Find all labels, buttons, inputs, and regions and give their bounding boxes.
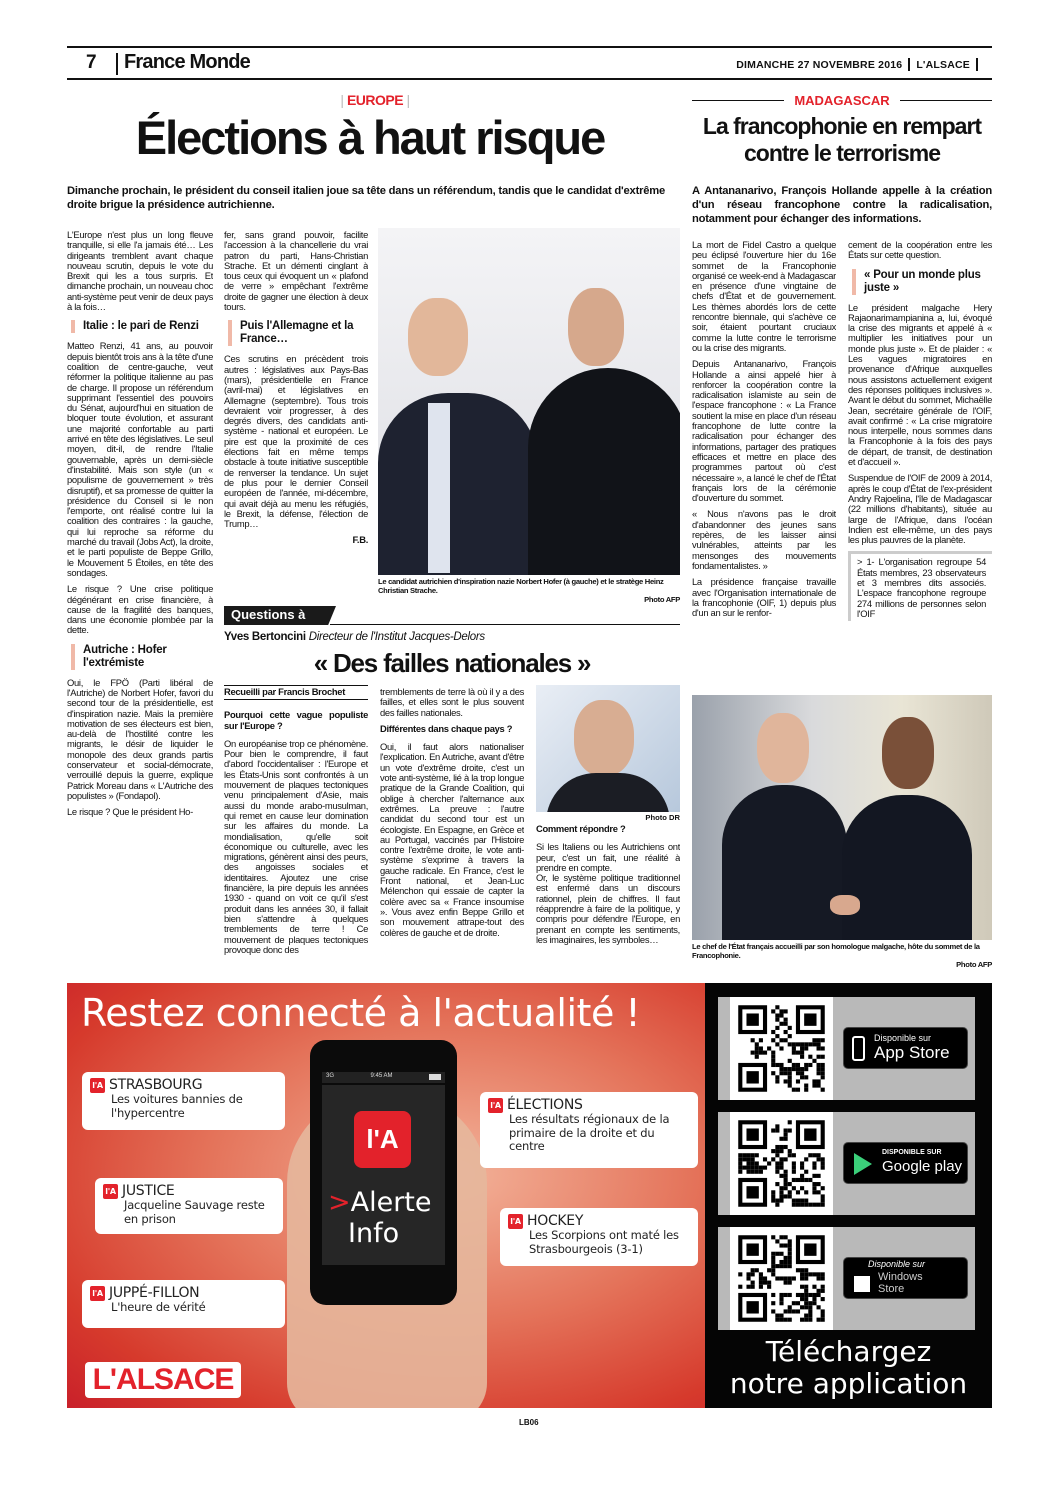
kicker-madagascar: MADAGASCAR [692, 93, 992, 108]
madagascar-column-2: cement de la coopération entre les États sur cette question. « Pour un monde plus juste » Le président malgache Hery Rajaonarimampianina a, lui, évoqué la crise des migrants et appelé à « multiplier les initiatives pour un monde plus juste ». Et de plaider : « Les vagues migratoires en provenance d'Afrique auxquelles nous assistons actuellement exigent des réponses politiques inclusives ». Avant le début du sommet, Michaëlle Jean, secrétaire générale de l'OIF, avait confirmé : « La crise migratoire nous interpelle, nous sommes dans la Francophonie à la fois des pays de départ, de transit, de destination et d'accueil ». Suspendue de l'OIF de 2009 à 2014, après le coup d'État de l'ex-président Andry Rajoelina, l'île de Madagascar (22 millions d'habitants), située au large de l'Afrique, dans l'océan Indien est elle-même, un des pays les plus pauvres de la planète. > 1- L'organisation regroupe 54 États membres, 23 observateurs et 3 membres dits associés. L'espace francophone regroupe 274 millions de personnes selon l'OIF [848, 240, 992, 690]
play-icon [854, 1153, 872, 1175]
phone-icon [852, 1036, 865, 1061]
footnote: > 1- L'organisation regroupe 54 États membres, 23 observateurs et 3 membres dits associés. L'espace francophone regroupe 274 millions de personnes selon l'OIF [848, 551, 992, 621]
download-cta: Téléchargez notre application [729, 1335, 968, 1400]
windows-store-box[interactable] [718, 1227, 975, 1330]
interview-column-3: Comment répondre ? Si les Italiens ou les Autrichiens ont peur, c'est un fait, une réalité à prendre en compte. Or, le système politique traditionnel est enfermé dans un discours rationnel, plein de chiffres. Il faut réapprendre à faire de la politique, y compris pour défendre l'Europe, en prenant en compte les sentiments, les imaginaires, les symboles… [536, 824, 680, 945]
photo-caption: Le chef de l'État français accueilli par son homologue malgache, hôte du sommet de la Francophonie. Photo AFP [692, 942, 992, 969]
lalsace-logo: L'ALSACE [85, 1362, 241, 1398]
news-card-hockey: l'A HOCKEY Les Scorpions ont maté les Strasbourgeois (3-1) [500, 1208, 698, 1266]
question: Pourquoi cette vague populiste sur l'Europe ? [224, 709, 368, 731]
photo-credit: Photo DR [645, 813, 680, 822]
app-logo: l'A [354, 1111, 411, 1168]
date: DIMANCHE 27 NOVEMBRE 2016 [736, 58, 903, 71]
photo-caption: Le candidat autrichien d'inspiration nazie Norbert Hofer (à gauche) et le stratège Heinz Christian Strache. Photo AFP [378, 577, 680, 604]
subhead: Italie : le pari de Renzi [71, 320, 213, 333]
news-card-elections: l'A ÉLECTIONS Les résultats régionaux de la primaire de la droite et du centre [480, 1092, 698, 1168]
question: Différentes dans chaque pays ? [380, 722, 513, 734]
news-card-strasbourg: l'A STRASBOURG Les voitures bannies de l'hypercentre [82, 1072, 285, 1130]
subhead: « Pour un monde plus juste » [852, 269, 992, 295]
news-card-juppe-fillon: l'A JUPPÉ-FILLON L'heure de vérité [82, 1280, 285, 1328]
interviewee [224, 630, 485, 644]
signature: F.B. [352, 534, 368, 546]
question: Comment répondre ? [536, 824, 626, 834]
photo-credit: Photo AFP [956, 960, 992, 969]
top-rule [67, 46, 992, 48]
phone-status-bar: 3G 9:45 AM [322, 1072, 445, 1083]
paper-name: L'ALSACE [916, 58, 970, 71]
ad-banner [67, 983, 705, 1408]
questions-label: Questions à [231, 607, 306, 622]
qr-code-icon [730, 1112, 833, 1215]
headline-madagascar: La francophonie en rempart contre le terrorisme [702, 113, 982, 166]
divider [224, 685, 368, 686]
photo-hofer-strache [378, 228, 680, 575]
page-number: 7 [86, 52, 97, 73]
divider [116, 53, 118, 75]
lead-madagascar: A Antananarivo, François Hollande appelle à la création d'un réseau francophone contre la radicalisation, notamment pour échanger des informations. [692, 185, 992, 225]
app-store-box[interactable] [718, 997, 975, 1100]
divider [330, 624, 680, 625]
ad-title: Restez connecté à l'actualité ! [81, 991, 641, 1035]
headline-europe: Élections à haut risque [135, 111, 605, 164]
app-store-badge[interactable]: Disponible sur App Store [843, 1027, 968, 1069]
windows-icon [854, 1276, 870, 1292]
google-play-box[interactable] [718, 1112, 975, 1215]
dateline [736, 58, 978, 71]
interviewee-role: Directeur de l'Institut Jacques-Delors [308, 631, 485, 643]
europe-column-1: L'Europe n'est plus un long fleuve tranquille, si elle l'a jamais été… Les dirigeants tremblent avant chaque nouveau scrutin, depuis le vote du Brexit qui les a tous surpris. Et dimanche prochain, un nouveau choc anti-système peut venir de deux pays à la fois… Italie : le pari de Renzi Matteo Renzi, 41 ans, au pouvoir depuis bientôt trois ans à la tête d'une coalition de centre-gauche, veut réformer la politique italienne au pas de charge. Il propose un référendum supprimant l'essentiel des pouvoirs du Sénat, aujourd'hui en situation de bloquer toute évolution, et assurant une majorité confortable au parti arrivé en tête des législatives. Le seul moyen, dit-il, de rendre l'Italie gouvernable, après un demi-siècle d'instabilité. Mais son style (un « populisme de gouvernement » très disruptif), et sa promesse de quitter la présidence du Conseil si le non l'emporte, ont réalisé contre lui la coalition des contraires : la gauche, qui lui reproche sa réforme du marché du travail (Jobs Act), la droite, et le parti populiste de Beppe Grillo, le Mouvement 5 Étoiles, en tête des sondages. Le risque ? Une crise politique dégénérant en crise financière, à cause de la fragilité des banques, dans une économie plombée par la dette. Autriche : Hofer l'extrémiste Oui, le FPÖ (Parti libéral de l'Autriche) de Norbert Hofer, favori du second tour de la présidentielle, est d'inspiration nazie. Mais la première motivation de ses électeurs est bien, au-delà de l'hostilité contre les migrants, le désir de liquider le monopole des deux grands partis conservateur et social-démocrate, verrouillé depuis la guerre, explique Patrick Moreau dans « L'Autriche des populistes » (Fondapol). Le risque ? Que le président Ho- [67, 230, 213, 818]
photo-credit: Photo AFP [644, 595, 680, 604]
madagascar-column-1: La mort de Fidel Castro a quelque peu éclipsé l'ouverture hier du 16e sommet de la Francophonie organisé ce week-end à Madagascar en présence d'une vingtaine de chefs d'État et de gouvernement. Les thèmes abordés lors de cette rencontre biennale, qui s'achève ce soir, étaient pourtant cruciaux comme la lutte contre le terrorisme ou la crise des migrants. Depuis Antananarivo, François Hollande a ainsi appelé hier à renforcer la coopération contre la radicalisation islamiste au sein de l'espace francophone : « La France soutient la mise en place d'un réseau francophone de lutte contre la radicalisation pour échanger des informations, partager des pratiques efficaces et mettre en place des programmes partout où c'est nécessaire », a lancé le chef de l'État français lors de la cérémonie d'ouverture du sommet. « Nous n'avons pas le droit d'abandonner des jeunes sans repères, de les laisser ainsi vulnérables, atteints par les mensonges des mouvements fondamentalistes. » La présidence française travaille avec l'Organisation internationale de la francophonie (OIF, 1) depuis plus d'un an sur le renfor- [692, 240, 836, 619]
phone-image [310, 1040, 457, 1305]
windows-store-badge[interactable]: Disponible sur Windows Store [843, 1257, 968, 1299]
photo-bertoncini [536, 685, 680, 812]
subhead: Puis l'Allemagne et la France… [228, 320, 368, 346]
phone-screen [322, 1085, 445, 1265]
subhead: Autriche : Hofer l'extrémiste [71, 644, 213, 670]
interview-column-2: tremblements de terre là où il y a des failles, et elles sont le plus souvent des failles nationales. Différentes dans chaque pays ? Oui, il faut alors nationaliser l'explication. En Autriche, avant d'être un vote d'extrême droite, c'est un vote anti-système, lié à la trop longue pratique de la Grande Coalition, qui oblige à chercher l'alternance aux extrêmes. La preuve : l'autre candidat du second tour est un écologiste. En Espagne, en Grèce et au Portugal, vaccinés par l'Histoire contre l'extrême droite, le vote anti-système s'exprime à travers la gauche radicale. En France, c'est le Front national, et Jean-Luc Mélenchon qui essaie de capter la colère avec sa « France insoumise ». Vous avez enfin Beppe Grillo et son mouvement attrape-tout des colères de gauche et de droite. [380, 687, 524, 938]
section-title: France Monde [124, 51, 250, 73]
header-rule [67, 78, 992, 80]
interviewee-name: Yves Bertoncini [224, 631, 306, 643]
kicker-europe: | EUROPE | [340, 92, 410, 108]
qr-code-icon [730, 1227, 833, 1330]
interview-column-1: Recueilli par Francis Brochet Pourquoi cette vague populiste sur l'Europe ? On européanise trop ce phénomène. Pour bien le comprendre, il faut d'abord l'occidentaliser : l'Europe et les États-Unis sont confrontés à un mouvement de plaques tectoniques venu principalement d'Asie, mais aussi du monde arabo-musulman, qui remet en cause leur domination sur les affaires du monde. La mondialisation, qu'elle soit économique ou culturelle, avec les migrations, génèrent ainsi des peurs, des angoisses sociales et identitaires. Ajoutez une crise financière, la pire depuis les années 1930 - quand on voit ce qu'il s'est produit dans les années 30, il fallait bien s'attendre à quelques tremblements de terre ! Ce mouvement de plaques tectoniques provoque donc des [224, 687, 368, 955]
page-code: LB06 [519, 1418, 539, 1427]
photo-hollande [692, 695, 992, 940]
news-card-justice: l'A JUSTICE Jacqueline Sauvage reste en prison [95, 1178, 283, 1234]
alert-text: >Alerte Info [328, 1187, 432, 1249]
byline: Recueilli par Francis Brochet [224, 687, 368, 700]
lead-europe: Dimanche prochain, le président du conseil italien joue sa tête dans un référendum, tandis que le candidat d'extrême droite brigue la présidence autrichienne. [67, 185, 666, 211]
headline-interview: « Des failles nationales » [313, 648, 591, 678]
qr-code-icon [730, 997, 833, 1100]
google-play-badge[interactable]: DISPONIBLE SUR Google play [843, 1142, 968, 1184]
europe-column-2: fer, sans grand pouvoir, facilite l'accession à la chancellerie du vrai patron du parti, Hans-Christian Strache. Et un démenti cinglant à tous ceux qui évoquent un « plafond de verre » empêchant l'extrême droite de gagner une élection à deux tours. Puis l'Allemagne et la France… Ces scrutins en précèdent trois autres : législatives aux Pays-Bas (mars), présidentielle en France (avril-mai) et législatives en Allemagne (septembre). Tous trois devraient voir progresser, à des degrés divers, des candidats anti-système - national et européen. Le pire est que la proximité de ces élections fait en même temps obstacle à toute initiative susceptible de renverser la tendance. Un sujet de plus pour le dernier Conseil européen de l'année, mi-décembre, qui avait déjà au menu les réfugiés, le Brexit, la défense, l'élection de Trump… F.B. [224, 230, 368, 546]
